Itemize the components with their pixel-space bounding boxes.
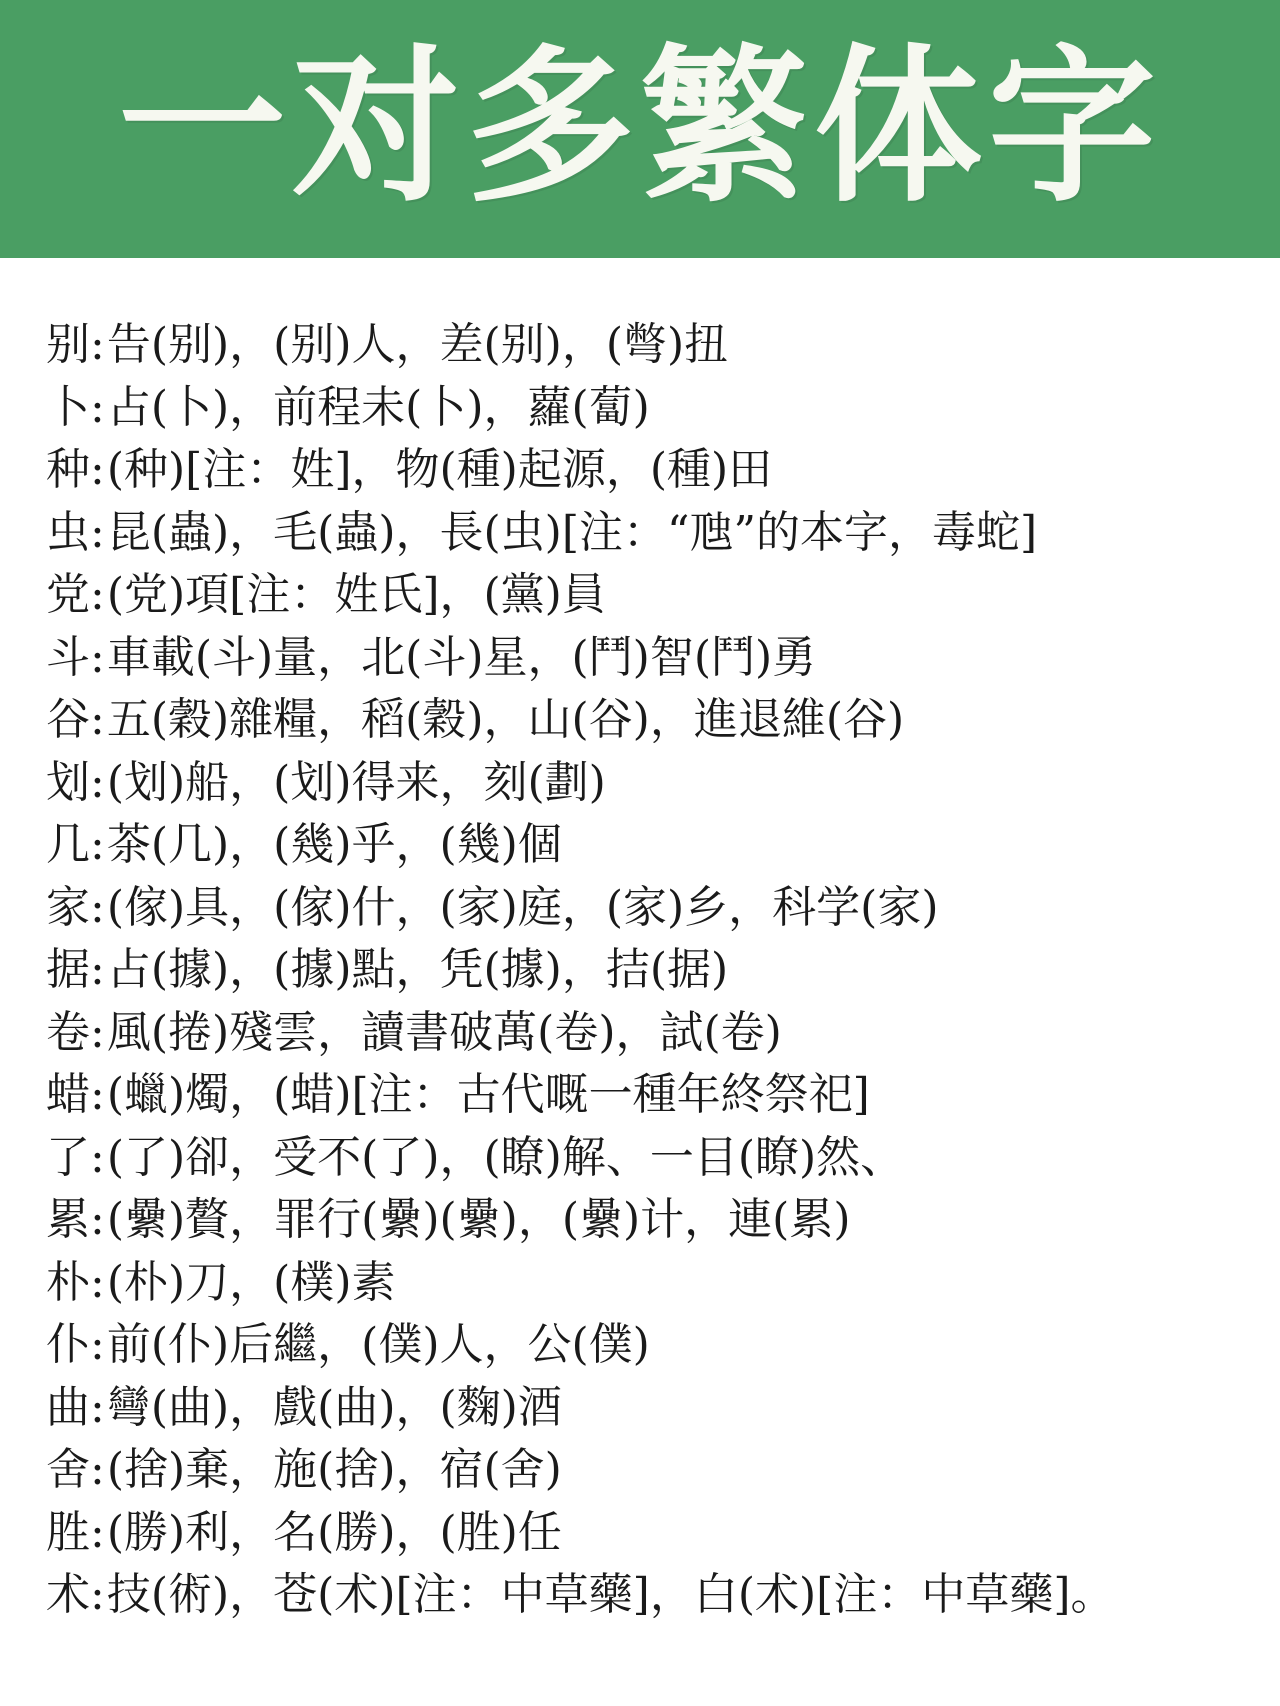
list-item [46, 502, 1256, 565]
entry-character: 家 [46, 881, 90, 933]
entry-character: 别 [46, 319, 90, 370]
entry-separator: : [90, 1131, 105, 1183]
entry-character: 朴 [46, 1256, 90, 1308]
entry-character: 虫 [46, 506, 90, 558]
entry-examples: 告(别)，(别)人，差(别)，(彆)扭 [106, 319, 729, 370]
list-item [46, 1189, 1256, 1252]
entry-character: 胜 [46, 1506, 90, 1558]
list-item [46, 1377, 1256, 1440]
entry-examples: 五(穀)雜糧，稻(穀)，山(谷)，進退維(谷) [106, 694, 905, 745]
entry-character: 党 [46, 569, 90, 620]
entry-character: 舍 [46, 1444, 90, 1495]
entry-examples: 占(據)，(據)點，凭(據)，拮(据) [106, 944, 729, 995]
entry-character: 蜡 [46, 1069, 90, 1120]
entry-examples: 前(仆)后繼，(僕)人，公(僕) [106, 1319, 650, 1370]
list-item [46, 314, 1256, 377]
entry-examples: (种)[注：姓]，物(種)起源，(種)田 [106, 444, 773, 495]
entry-examples: 技(術)，苍(术)[注：中草藥]，白(术)[注：中草藥]。 [106, 1569, 1115, 1620]
entry-separator: : [90, 1069, 105, 1120]
list-item [46, 877, 1256, 940]
entry-character: 卜 [46, 381, 90, 433]
entry-examples: (划)船，(划)得来，刻(劃) [106, 756, 606, 808]
list-item [46, 1252, 1256, 1315]
entry-character: 斗 [46, 631, 90, 683]
list-item [46, 1064, 1256, 1127]
entry-separator: : [90, 756, 105, 808]
entry-separator: : [90, 1256, 105, 1308]
list-item [46, 752, 1256, 815]
entry-separator: : [90, 1444, 105, 1495]
list-item [46, 439, 1256, 502]
entry-examples: (捨)棄，施(捨)，宿(舍) [106, 1444, 562, 1495]
entry-examples: 茶(几)，(幾)乎，(幾)個 [106, 819, 562, 870]
entry-separator: : [90, 381, 105, 433]
entry-separator: : [90, 319, 105, 370]
title-banner [0, 0, 1280, 258]
entry-separator: : [90, 1381, 105, 1433]
entry-character: 曲 [46, 1381, 90, 1433]
list-item [46, 689, 1256, 752]
entry-examples: (了)卻，受不(了)，(瞭)解、一目(瞭)然、 [106, 1131, 905, 1183]
entry-separator: : [90, 569, 105, 620]
entry-separator: : [90, 881, 105, 933]
entry-examples: (傢)具，(傢)什，(家)庭，(家)乡，科学(家) [106, 881, 939, 933]
entry-examples: (纍)贅，罪行(纍)(纍)，(纍)计，連(累) [106, 1194, 851, 1245]
entry-separator: : [90, 1569, 105, 1620]
entry-examples: (党)項[注：姓氏]，(黨)員 [106, 569, 606, 620]
entry-separator: : [90, 944, 105, 995]
entry-separator: : [90, 631, 105, 683]
entry-character: 了 [46, 1131, 90, 1183]
entry-examples: 昆(蟲)，毛(蟲)，長(虫)[注：“虺”的本字，毒蛇] [106, 506, 1038, 558]
entry-character: 术 [46, 1569, 90, 1620]
entry-separator: : [90, 1006, 105, 1058]
entry-examples: (勝)利，名(勝)，(胜)任 [106, 1506, 562, 1558]
entry-separator: : [90, 444, 105, 495]
entry-examples: (朴)刀，(樸)素 [106, 1256, 396, 1308]
entry-separator: : [90, 1194, 105, 1245]
list-item [46, 814, 1256, 877]
list-item [46, 377, 1256, 440]
entry-examples: 占(卜)，前程未(卜)，蘿(蔔) [106, 381, 650, 433]
entry-examples: (蠟)燭，(蜡)[注：古代嘅一種年終祭祀] [106, 1069, 870, 1120]
list-item [46, 1314, 1256, 1377]
list-item [46, 627, 1256, 690]
entry-separator: : [90, 1319, 105, 1370]
entry-character: 卷 [46, 1006, 90, 1058]
entry-separator: : [90, 819, 105, 870]
entry-character: 划 [46, 756, 90, 808]
list-item [46, 1002, 1256, 1065]
entry-separator: : [90, 1506, 105, 1558]
list-item [46, 564, 1256, 627]
entry-separator: : [90, 506, 105, 558]
entry-examples: 車載(斗)量，北(斗)星，(鬥)智(鬥)勇 [106, 631, 817, 683]
entry-character: 几 [46, 819, 90, 870]
entry-separator: : [90, 694, 105, 745]
list-item [46, 1127, 1256, 1190]
entry-examples: 風(捲)殘雲，讀書破萬(卷)，試(卷) [106, 1006, 782, 1058]
entry-character: 谷 [46, 694, 90, 745]
list-item [46, 1439, 1256, 1502]
entry-character: 累 [46, 1194, 90, 1245]
page-title: 一对多繁体字 [118, 27, 1162, 225]
entry-character: 仆 [46, 1319, 90, 1370]
entry-examples: 彎(曲)，戲(曲)，(麴)酒 [106, 1381, 562, 1433]
character-list [46, 314, 1256, 1627]
entry-character: 据 [46, 944, 90, 995]
list-item [46, 1564, 1256, 1627]
list-item [46, 939, 1256, 1002]
entry-character: 种 [46, 444, 90, 495]
list-item [46, 1502, 1256, 1565]
